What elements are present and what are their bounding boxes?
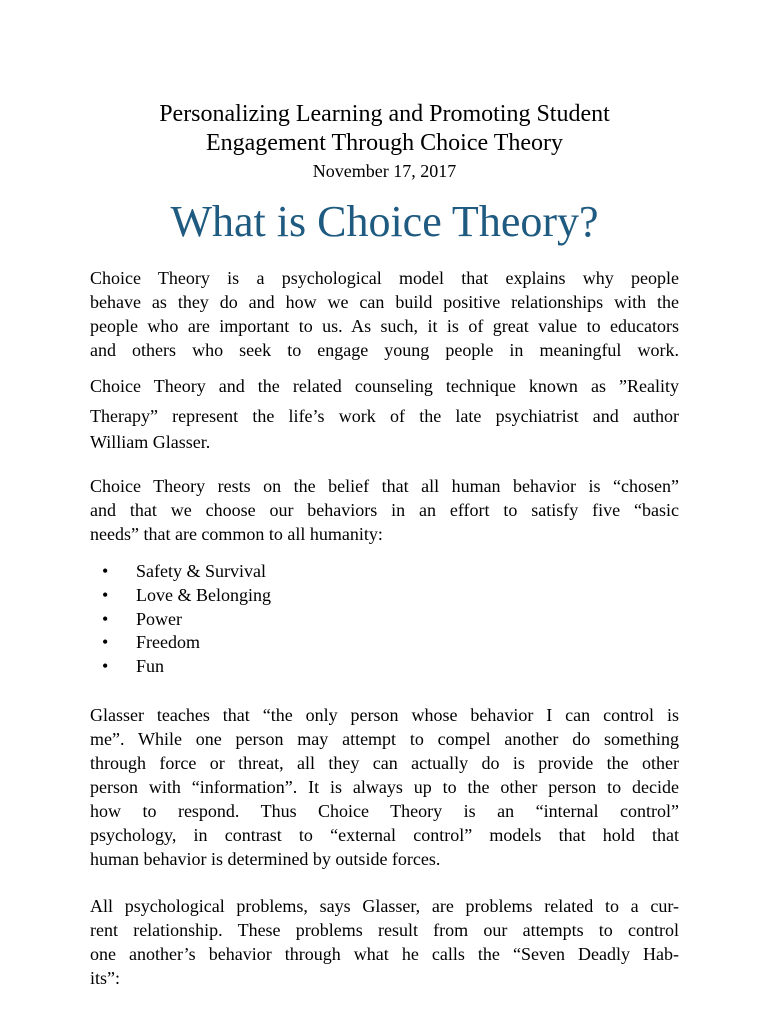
bullet-glyph: • xyxy=(102,608,109,629)
document-title-line-2: Engagement Through Choice Theory xyxy=(205,130,564,156)
bullet-glyph: • xyxy=(102,632,109,653)
section-heading: What is Choice Theory? xyxy=(170,197,599,246)
bullet-glyph: • xyxy=(102,561,109,581)
paragraph-line: through force or threat, all they can actually do is provide the other xyxy=(90,753,679,773)
paragraph-line: Choice Theory rests on the belief that all human behavior is “chosen” xyxy=(90,476,679,496)
list-item-label: Love & Belonging xyxy=(136,584,271,605)
paragraph-line: how to respond. Thus Choice Theory is an “internal control” xyxy=(90,801,679,821)
list-item-label: Freedom xyxy=(136,632,200,653)
paragraph-line: and that we choose our behaviors in an effort to satisfy five “basic xyxy=(90,500,679,520)
paragraph-line: Glasser teaches that “the only person whose behavior I can control is xyxy=(90,705,679,725)
list-item xyxy=(90,631,679,655)
paragraph-line: its”: xyxy=(90,968,120,988)
paragraph-basic-needs xyxy=(90,474,679,546)
paragraph-line: and others who seek to engage young people in meaningful work. xyxy=(90,340,679,360)
paragraph-line: person with “information”. It is always up to the other person to decide xyxy=(90,777,679,797)
paragraph-line: William Glasser. xyxy=(90,432,211,452)
document-title-line-1: Personalizing Learning and Promoting Student xyxy=(159,101,610,127)
bullet-glyph: • xyxy=(102,656,109,677)
paragraph-intro xyxy=(90,266,679,362)
paragraph-line: behave as they do and how we can build positive relationships with the xyxy=(90,292,679,312)
paragraph-line: psychology, in contrast to “external control” models that hold that xyxy=(90,825,679,845)
paragraph-line: needs” that are common to all humanity: xyxy=(90,524,383,544)
list-item-label: Safety & Survival xyxy=(136,561,266,581)
list-item xyxy=(90,584,679,608)
document-title xyxy=(90,100,679,158)
list-item xyxy=(90,655,679,679)
paragraph-line: All psychological problems, says Glasser, are problems related to a cur- xyxy=(90,896,679,916)
list-item xyxy=(90,608,679,632)
paragraph-line: me”. While one person may attempt to compel another do something xyxy=(90,729,679,749)
bullet-glyph: • xyxy=(102,584,109,605)
list-item xyxy=(90,560,679,584)
paragraph-reality-therapy xyxy=(90,369,679,454)
paragraph-line: people who are important to us. As such, it is of great value to educators xyxy=(90,316,679,336)
paragraph-line: one another’s behavior through what he calls the “Seven Deadly Hab- xyxy=(90,944,679,964)
paragraph-internal-control xyxy=(90,703,679,871)
document-date: November 17, 2017 xyxy=(312,161,457,181)
paragraph-line: Therapy” represent the life’s work of the late psychiatrist and author xyxy=(90,406,679,426)
paragraph-line: rent relationship. These problems result from our attempts to control xyxy=(90,920,679,940)
paragraph-seven-deadly-habits xyxy=(90,894,679,990)
list-item-label: Power xyxy=(136,608,182,629)
basic-needs-list xyxy=(90,560,679,679)
paragraph-line: Choice Theory is a psychological model that explains why people xyxy=(90,268,679,288)
list-item-label: Fun xyxy=(136,656,165,677)
paragraph-line: human behavior is determined by outside forces. xyxy=(90,849,441,869)
paragraph-line: Choice Theory and the related counseling technique known as ”Reality xyxy=(90,376,679,396)
